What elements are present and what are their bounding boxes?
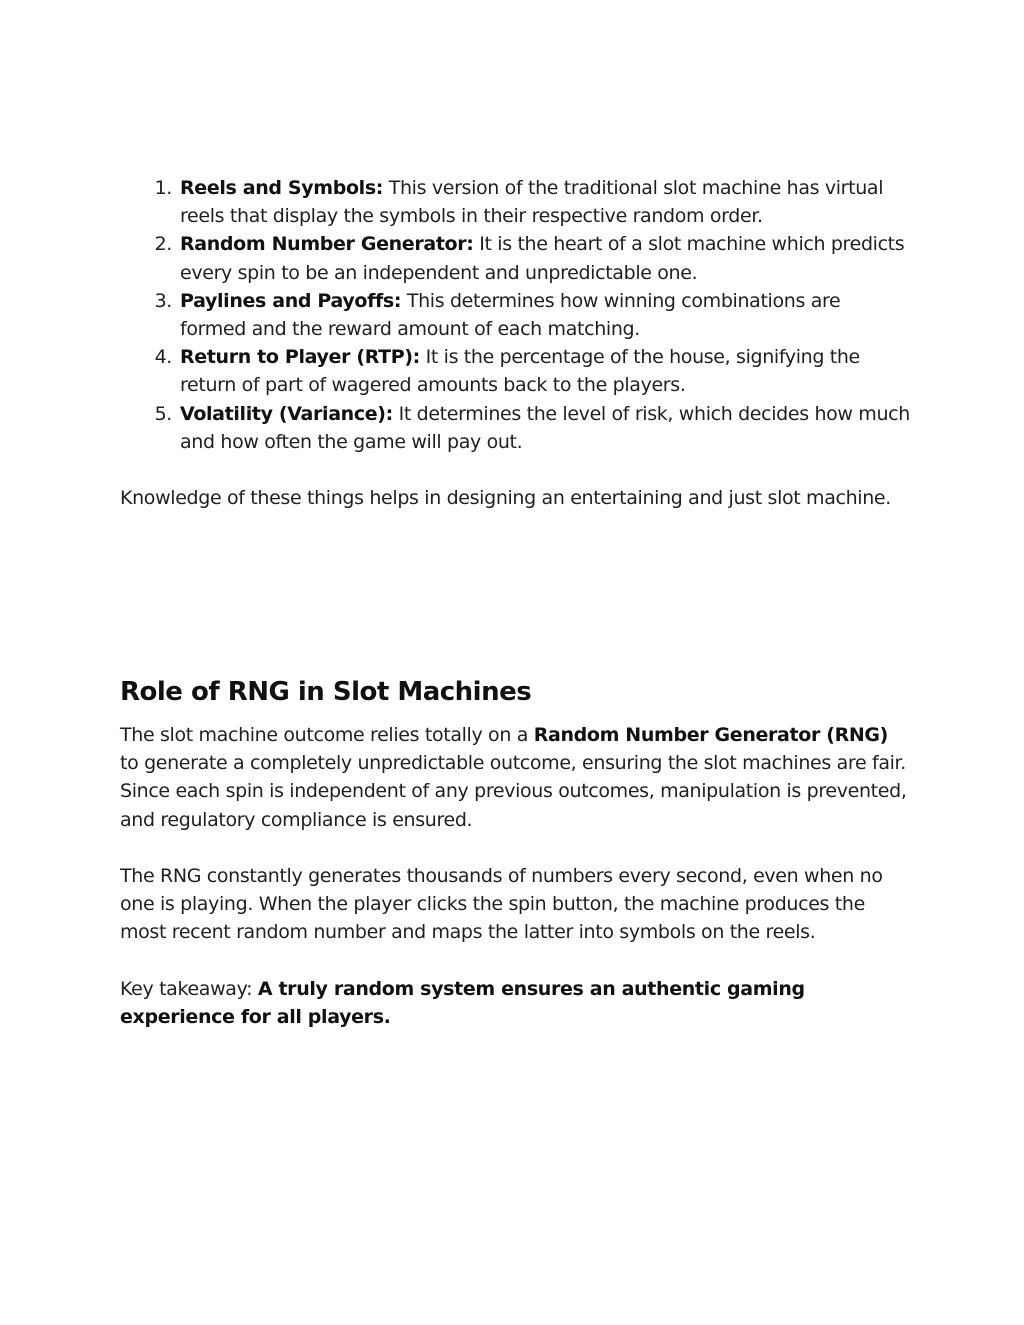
list-item-term: Reels and Symbols: xyxy=(180,177,384,199)
summary-paragraph: Knowledge of these things helps in designing an entertaining and just slot machine. xyxy=(120,487,891,510)
rng-paragraph-1 xyxy=(120,721,910,834)
rng-term: Random Number Generator (RNG) xyxy=(533,724,888,746)
list-item-description: It determines the level of risk, which decides how much and how often the game will pay out. xyxy=(180,402,910,453)
list-item xyxy=(120,343,910,399)
rng-section-body xyxy=(120,721,910,1031)
rng-paragraph-1-intro: The slot machine outcome relies totally on a xyxy=(120,724,534,746)
list-item xyxy=(120,400,910,456)
paragraph-gap xyxy=(120,947,910,975)
list-item-term: Random Number Generator: xyxy=(180,233,474,256)
list-item-number: 4. xyxy=(154,346,172,369)
list-item-description: This determines how winning combinations are formed and the reward amount of each matching. xyxy=(180,289,841,341)
list-item-description: It is the heart of a slot machine which predicts every spin to be an independent and unpredictable one. xyxy=(180,233,905,284)
key-takeaway xyxy=(120,975,910,1031)
list-item-number: 3. xyxy=(154,289,172,312)
feature-list xyxy=(120,174,910,456)
features-block xyxy=(120,174,910,512)
list-item xyxy=(120,174,910,230)
list-item-description: It is the percentage of the house, signifying the return of part of wagered amounts back to the players. xyxy=(180,346,860,397)
list-item-number: 2. xyxy=(154,233,172,256)
list-item-term: Paylines and Payoffs: xyxy=(180,289,402,312)
list-item-number: 1. xyxy=(154,177,172,199)
key-takeaway-label: Key takeaway: xyxy=(120,977,258,1000)
list-item-number: 5. xyxy=(154,402,172,425)
rng-paragraph-1-rest: to generate a completely unpredictable outcome, ensuring the slot machines are fair. Since each spin is independent of any previous outcomes, manipulation is prevented, and regulatory compliance is ensured. xyxy=(120,752,907,831)
list-item-term: Return to Player (RTP): xyxy=(180,346,420,369)
paragraph-gap xyxy=(120,456,910,484)
section-heading: Role of RNG in Slot Machines xyxy=(120,677,532,707)
paragraph-gap xyxy=(120,834,910,862)
key-takeaway-text: A truly random system ensures an authentic gaming experience for all players. xyxy=(120,977,805,1028)
list-item-description: This version of the traditional slot machine has virtual reels that display the symbols in their respective random order. xyxy=(180,177,884,228)
list-item xyxy=(120,287,910,343)
list-item-term: Volatility (Variance): xyxy=(180,402,393,425)
rng-paragraph-2: The RNG constantly generates thousands of numbers every second, even when no one is playing. When the player clicks the spin button, the machine produces the most recent random number and maps the latter into symbols on the reels. xyxy=(120,865,883,944)
list-item xyxy=(120,230,910,286)
